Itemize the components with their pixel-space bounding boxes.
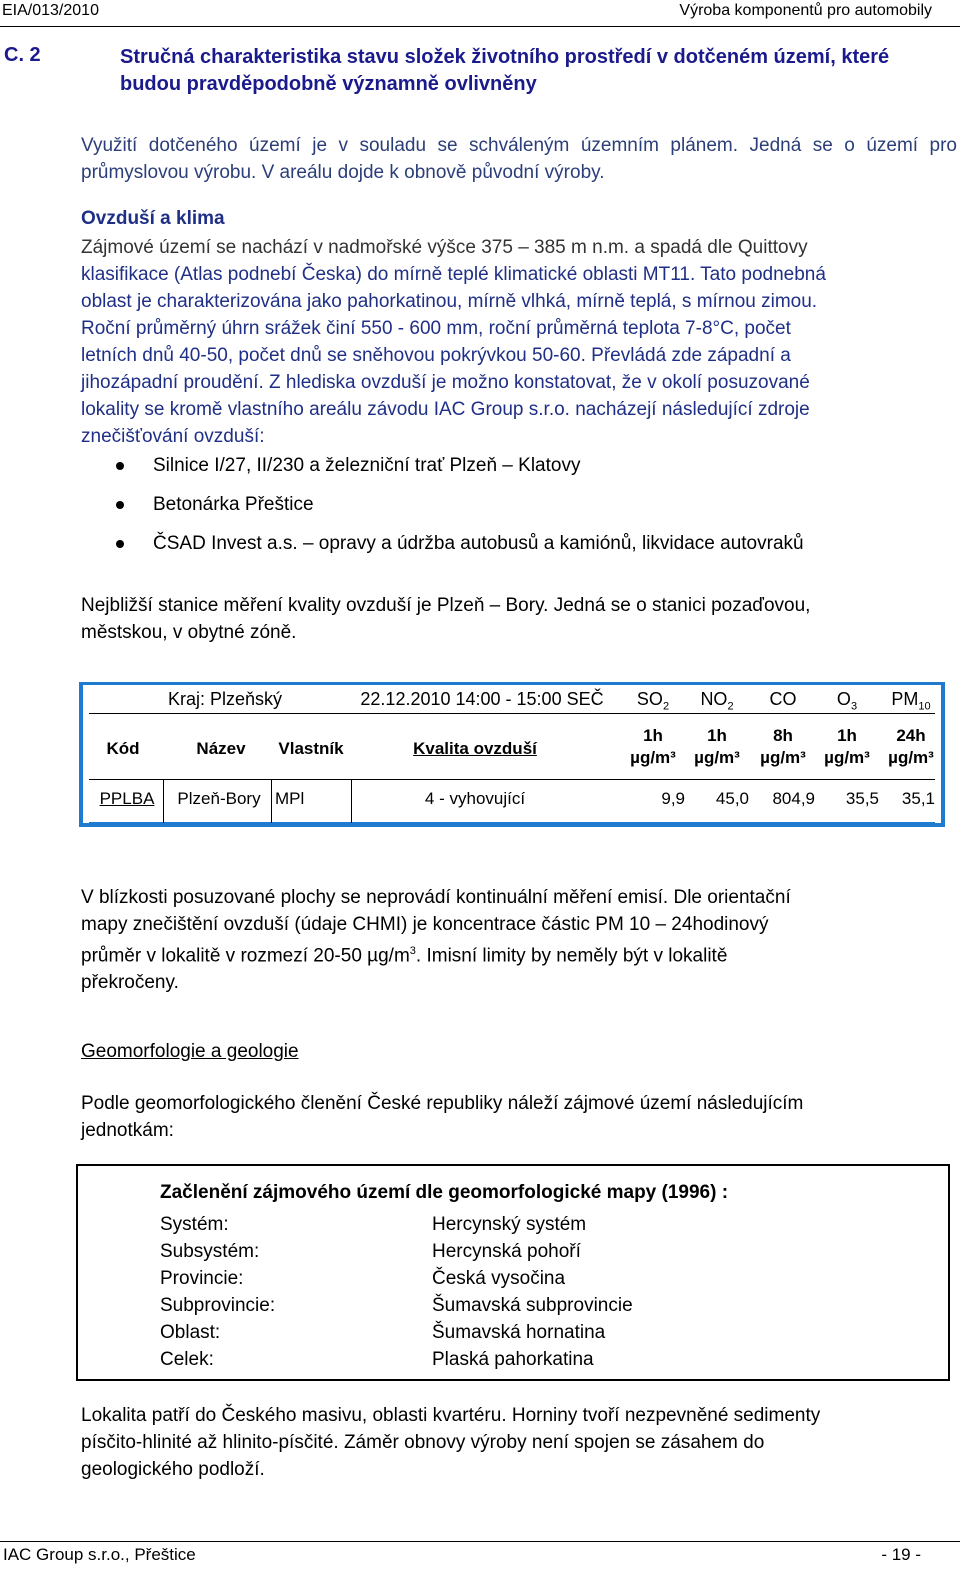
emissions-line: V blízkosti posuzované plochy se neprovádí kontinuální měření emisí. Dle orientační <box>81 887 791 908</box>
column-header-owner: Vlastník <box>278 739 344 758</box>
geology-closing <box>81 1402 957 1483</box>
list-item: Silnice I/27, II/230 a železniční trať Plzeň – Klatovy <box>108 446 804 485</box>
geo-key: Oblast: <box>160 1322 221 1343</box>
column-divider <box>351 779 352 823</box>
list-item: ČSAD Invest a.s. – opravy a údržba autobusů a kamiónů, likvidace autovraků <box>108 524 804 563</box>
air-line: lokality se kromě vlastního areálu závodu IAC Group s.r.o. nacházejí následující zdroje <box>81 399 810 420</box>
emissions-line: mapy znečištění ovzduší (údaje CHMI) je koncentrace částic PM 10 – 24hodinový <box>81 914 769 935</box>
interval-header: 1h µg/m³ <box>630 726 676 767</box>
geology-intro-line: jednotkám: <box>81 1120 174 1141</box>
pollutant-header: $PM_{10}$ <box>891 689 931 713</box>
geo-key: Subsystém: <box>160 1241 260 1262</box>
page-footer <box>0 1541 960 1569</box>
measured-value: 45,0 <box>715 789 749 808</box>
column-divider <box>271 779 272 823</box>
air-quality-table <box>79 682 945 827</box>
measured-value: 9,9 <box>661 789 685 808</box>
air-paragraph <box>81 234 957 450</box>
column-header-name: Název <box>196 739 246 758</box>
interval-header: 1h µg/m³ <box>824 726 870 767</box>
interval-header: 24h µg/m³ <box>888 726 934 767</box>
chapter-number: C. 2 <box>4 44 41 66</box>
station-name: Plzeň-Bory <box>177 789 261 808</box>
pollutant-header: $O_3$ <box>836 689 858 713</box>
interval-header: 8h µg/m³ <box>760 726 806 767</box>
column-divider <box>163 779 164 823</box>
air-line: Roční průměrný úhrn srážek činí 550 - 600 mm, roční průměrná teplota 7-8°C, počet <box>81 318 791 339</box>
page-number: - 19 - <box>881 1545 921 1564</box>
emissions-line: překročeny. <box>81 972 179 994</box>
geo-key: Systém: <box>160 1214 229 1235</box>
measurement-datetime: 22.12.2010 14:00 - 15:00 SEČ <box>360 689 604 709</box>
intro-paragraph: Využití dotčeného území je v souladu se schváleným územním plánem. Jedná se o území pro průmyslovou výrobu. V areálu dojde k obnově původní výroby. <box>81 135 957 183</box>
section-heading-geology: Geomorfologie a geologie <box>81 1041 299 1062</box>
closing-line: geologického podloží. <box>81 1459 265 1480</box>
emissions-paragraph <box>81 884 957 996</box>
closing-line: Lokalita patří do Českého masivu, oblasti kvartéru. Horniny tvoří nezpevněné sedimenty <box>81 1405 821 1426</box>
air-quality-value: 4 - vyhovující <box>424 789 526 808</box>
list-item: Betonárka Přeštice <box>108 485 804 524</box>
table-divider <box>89 713 935 714</box>
measured-value: 804,9 <box>772 789 815 808</box>
pollution-sources-list <box>108 446 804 563</box>
air-line: znečišťování ovzduší: <box>81 426 265 447</box>
column-header-code: Kód <box>106 739 140 758</box>
air-line: jihozápadní proudění. Z hlediska ovzduší je možno konstatovat, že v okolí posuzované <box>81 372 810 393</box>
geomorphology-box <box>76 1164 950 1381</box>
station-line: městskou, v obytné zóně. <box>81 622 297 643</box>
geo-value: Hercynská pohoří <box>432 1241 581 1262</box>
page-header <box>0 0 960 27</box>
station-paragraph <box>81 592 957 646</box>
air-line: oblast je charakterizována jako pahorkatinou, mírně vlhká, mírně teplá, s mírnou zimou. <box>81 291 818 312</box>
table-divider <box>89 822 935 823</box>
air-line: Zájmové území se nachází v nadmořské výšce 375 – 385 m n.m. a spadá dle Quittovy <box>81 237 808 258</box>
geo-value: Česká vysočina <box>432 1268 566 1289</box>
station-owner: MPl <box>275 789 305 808</box>
section-heading-air: Ovzduší a klima <box>81 208 225 229</box>
station-line: Nejbližší stanice měření kvality ovzduší je Plzeň – Bory. Jedná se o stanici pozaďovou, <box>81 595 811 616</box>
chapter-title: Stručná charakteristika stavu složek životního prostředí v dotčeném území, které budou pravděpodobně významně ovlivněny <box>120 46 890 95</box>
interval-header: 1h µg/m³ <box>694 726 740 767</box>
geomorphology-title: Začlenění zájmového území dle geomorfologické mapy (1996) : <box>160 1182 729 1203</box>
geo-value: Plaská pahorkatina <box>432 1349 594 1370</box>
air-line: klasifikace (Atlas podnebí Česka) do mírně teplé klimatické oblasti MT11. Tato podnebná <box>81 264 826 285</box>
measured-value: 35,5 <box>845 789 879 808</box>
geo-value: Šumavská hornatina <box>432 1322 606 1343</box>
document-id: EIA/013/2010 <box>2 2 99 19</box>
company-name: IAC Group s.r.o., Přeštice <box>3 1545 196 1564</box>
station-code-link[interactable]: PPLBA <box>99 789 155 808</box>
measured-value: 35,1 <box>901 789 935 808</box>
geo-key: Subprovincie: <box>160 1295 276 1316</box>
emissions-line: průměr v lokalitě v rozmezí 20-50 $\mu g/m^3$. Imisní limity by neměly být v lokalitě <box>81 945 728 967</box>
geo-key: Celek: <box>160 1349 214 1370</box>
column-header-quality[interactable]: Kvalita ovzduší <box>413 739 537 758</box>
pollutant-header: CO <box>769 689 797 709</box>
closing-line: písčito-hlinité až hlinito-písčité. Záměr obnovy výroby není spojen se zásahem do <box>81 1432 765 1453</box>
pollutant-header: $SO_2$ <box>636 689 670 713</box>
pollutant-header: $NO_2$ <box>700 689 734 713</box>
document-title: Výroba komponentů pro automobily <box>679 2 932 19</box>
table-divider <box>89 779 935 780</box>
geo-value: Šumavská subprovincie <box>432 1295 633 1316</box>
air-line: letních dnů 40-50, počet dnů se sněhovou pokrývkou 50-60. Převládá zde západní a <box>81 345 791 366</box>
region-label: Kraj: Plzeňský <box>167 689 283 709</box>
geology-intro <box>81 1090 957 1144</box>
geology-intro-line: Podle geomorfologického členění České republiky náleží zájmové území následujícím <box>81 1093 804 1114</box>
geo-key: Provincie: <box>160 1268 244 1289</box>
geo-value: Hercynský systém <box>432 1214 587 1235</box>
